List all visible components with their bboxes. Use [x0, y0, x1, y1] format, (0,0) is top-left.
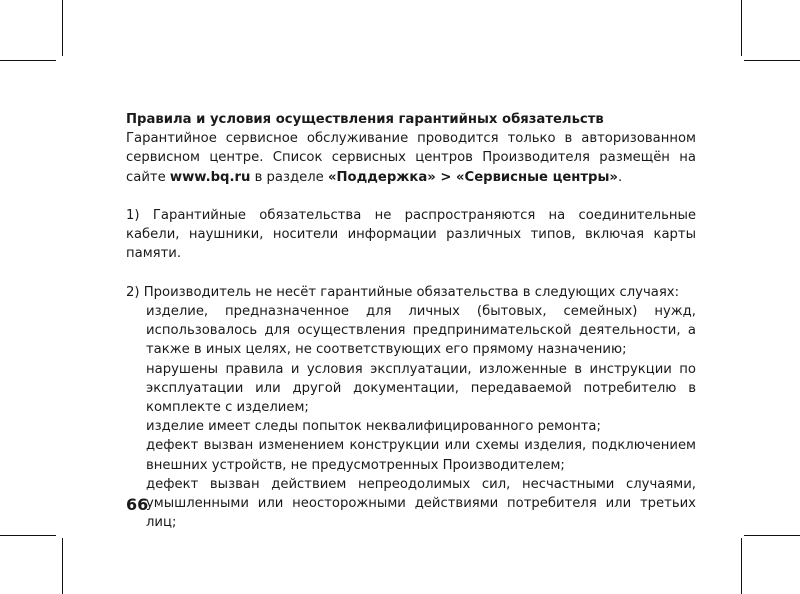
intro-text-end: .	[617, 169, 623, 185]
intro-text-middle: в разделе	[250, 169, 328, 185]
crop-mark-bottom-left-horizontal	[0, 535, 56, 536]
list-item: дефект вызван изменением конструкции или схемы изделия, подключением внешних устройств, не предусмотренных Производителем;	[146, 438, 696, 473]
support-section-path: «Поддержка» > «Сервисные центры»	[327, 169, 618, 185]
crop-mark-top-right-vertical	[741, 0, 742, 56]
crop-mark-bottom-right-vertical	[741, 538, 742, 594]
exclusion-list	[146, 302, 696, 532]
list-item: изделие имеет следы попыток неквалифицированного ремонта;	[146, 419, 601, 435]
section-title: Правила и условия осуществления гарантийных обязательств	[126, 112, 604, 127]
point-2-lead: 2) Производитель не несёт гарантийные обязательства в следующих случаях:	[126, 284, 680, 300]
page-number: 66	[126, 495, 149, 514]
crop-mark-bottom-right-horizontal	[744, 535, 800, 536]
list-item: дефект вызван действием непреодолимых сил, несчастными случаями, умышленными или неосторожными действиями потребителя или третьих лиц;	[146, 476, 696, 531]
list-item: нарушены правила и условия эксплуатации, изложенные в инструкции по эксплуатации или другой документации, передаваемой потребителю в комплекте с изделием;	[146, 361, 696, 416]
intro-text: Гарантийное сервисное обслуживание проводится только в авторизованном сервисном центре. Список сервисных центров Производителя размещён на сайте	[126, 131, 696, 185]
crop-mark-top-left-vertical	[62, 0, 63, 56]
point-1: 1) Гарантийные обязательства не распространяются на соединительные кабели, наушники, носители информации различных типов, включая карты памяти.	[126, 208, 696, 262]
crop-mark-bottom-left-vertical	[62, 538, 63, 594]
list-item: изделие, предназначенное для личных (бытовых, семейных) нужд, использовалось для осуществления предпринимательской деятельности, а также в иных целях, не соответствующих его прямому назначению;	[146, 304, 696, 358]
website-link[interactable]: www.bq.ru	[169, 169, 251, 185]
warranty-text-block	[126, 110, 696, 532]
crop-mark-top-right-horizontal	[744, 60, 800, 61]
intro-paragraph	[126, 129, 696, 187]
crop-mark-top-left-horizontal	[0, 60, 56, 61]
